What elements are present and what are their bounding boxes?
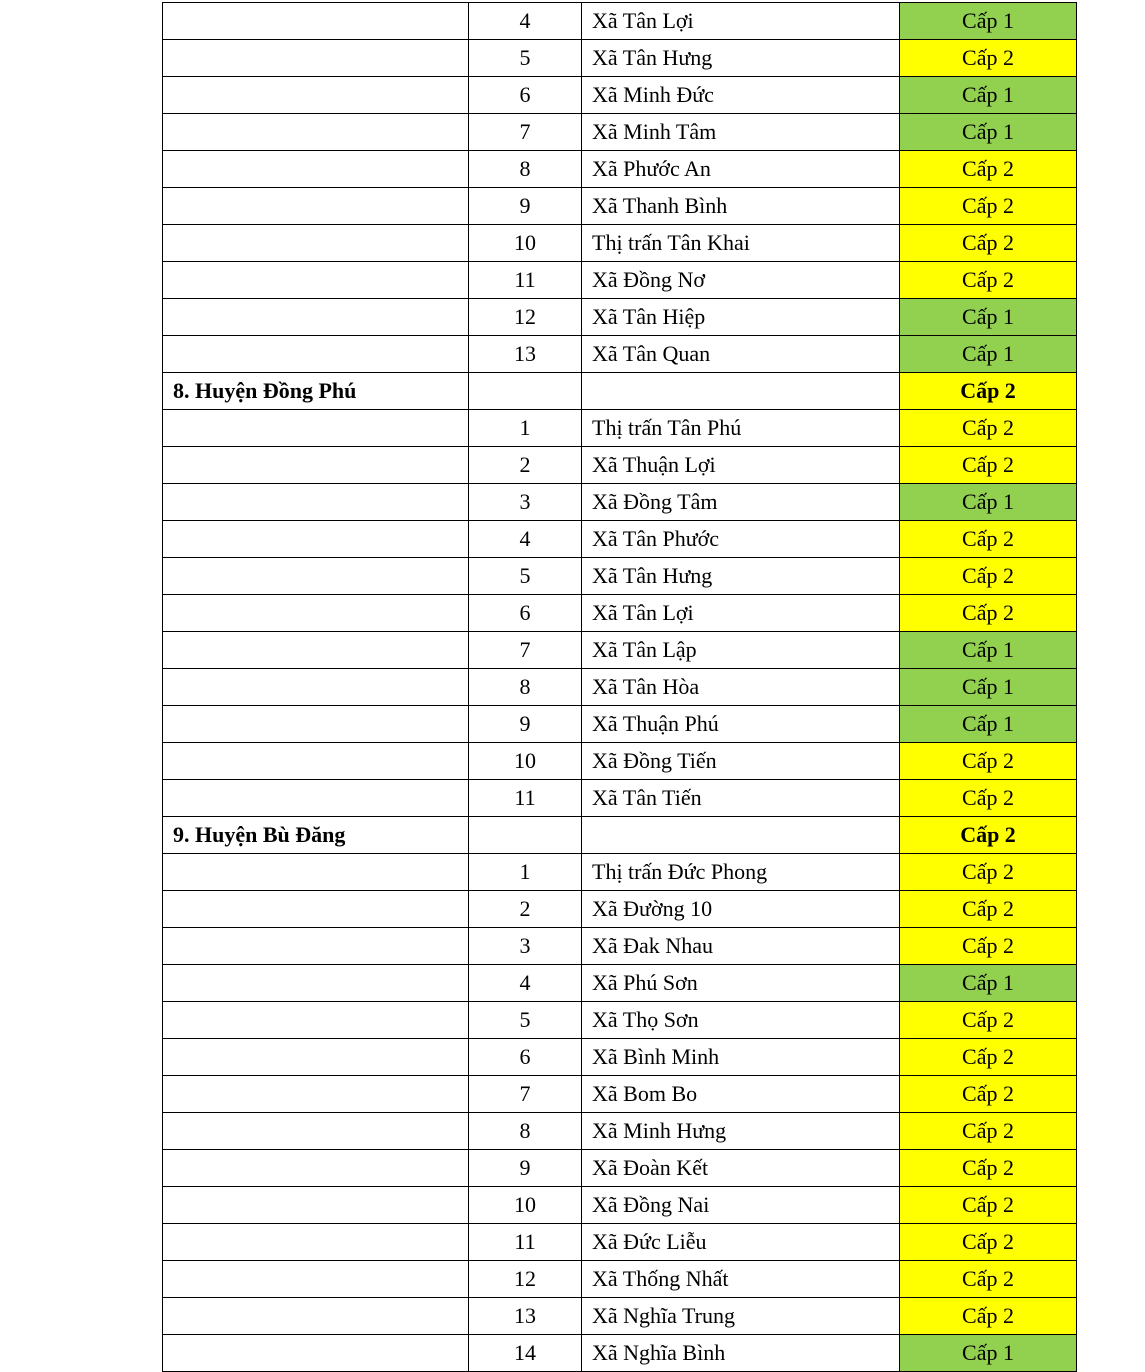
commune-name-cell: Xã Tân Tiến [582,780,900,817]
level-cell: Cấp 2 [900,1150,1077,1187]
number-cell: 2 [469,447,582,484]
table-row [163,1187,1077,1224]
district-cell [163,1150,469,1187]
table-row [163,891,1077,928]
level-cell: Cấp 2 [900,410,1077,447]
district-row [163,373,1077,410]
table-row [163,1150,1077,1187]
commune-name-cell: Xã Nghĩa Bình [582,1335,900,1372]
table-row [163,3,1077,40]
district-cell [163,1224,469,1261]
district-cell [163,1002,469,1039]
table-row [163,1298,1077,1335]
table-row [163,632,1077,669]
number-cell: 13 [469,336,582,373]
commune-name-cell: Xã Tân Lợi [582,3,900,40]
table-row [163,669,1077,706]
commune-name-cell: Xã Đường 10 [582,891,900,928]
district-cell [163,77,469,114]
district-cell [163,706,469,743]
district-cell [163,151,469,188]
commune-name-cell: Xã Nghĩa Trung [582,1298,900,1335]
number-cell: 9 [469,706,582,743]
commune-name-cell: Xã Tân Lập [582,632,900,669]
commune-name-cell: Xã Thống Nhất [582,1261,900,1298]
table-row [163,1039,1077,1076]
district-cell [163,40,469,77]
level-cell: Cấp 2 [900,817,1077,854]
table-row [163,151,1077,188]
commune-name-cell [582,817,900,854]
district-cell [163,521,469,558]
commune-name-cell: Xã Tân Hưng [582,558,900,595]
level-cell: Cấp 2 [900,891,1077,928]
table-row [163,40,1077,77]
commune-name-cell: Xã Minh Tâm [582,114,900,151]
number-cell: 9 [469,188,582,225]
district-cell [163,114,469,151]
number-cell: 11 [469,1224,582,1261]
number-cell: 7 [469,114,582,151]
table-row [163,262,1077,299]
level-cell: Cấp 2 [900,595,1077,632]
commune-name-cell: Thị trấn Tân Khai [582,225,900,262]
table-row [163,1002,1077,1039]
level-cell: Cấp 2 [900,1187,1077,1224]
district-cell [163,299,469,336]
level-cell: Cấp 1 [900,965,1077,1002]
number-cell: 2 [469,891,582,928]
number-cell: 5 [469,40,582,77]
commune-name-cell: Xã Tân Lợi [582,595,900,632]
level-cell: Cấp 2 [900,743,1077,780]
level-cell: Cấp 2 [900,225,1077,262]
district-cell [163,780,469,817]
level-cell: Cấp 2 [900,1039,1077,1076]
table-row [163,77,1077,114]
number-cell: 7 [469,632,582,669]
number-cell: 8 [469,669,582,706]
number-cell: 13 [469,1298,582,1335]
number-cell [469,817,582,854]
number-cell: 12 [469,299,582,336]
number-cell: 11 [469,262,582,299]
commune-name-cell: Xã Đồng Tâm [582,484,900,521]
commune-name-cell: Xã Tân Hưng [582,40,900,77]
table-row [163,225,1077,262]
commune-name-cell: Xã Tân Hiệp [582,299,900,336]
commune-name-cell: Xã Đức Liễu [582,1224,900,1261]
level-cell: Cấp 2 [900,1076,1077,1113]
commune-name-cell: Xã Minh Đức [582,77,900,114]
number-cell: 8 [469,1113,582,1150]
level-cell: Cấp 2 [900,151,1077,188]
district-cell [163,1113,469,1150]
table-row [163,188,1077,225]
table-row [163,743,1077,780]
commune-name-cell: Xã Thuận Phú [582,706,900,743]
table-row [163,706,1077,743]
level-cell: Cấp 2 [900,447,1077,484]
district-cell [163,743,469,780]
document-table-container [162,2,1055,1372]
district-cell [163,632,469,669]
commune-name-cell: Xã Đồng Nơ [582,262,900,299]
district-cell [163,891,469,928]
commune-name-cell: Xã Tân Hòa [582,669,900,706]
level-cell: Cấp 2 [900,928,1077,965]
district-cell [163,225,469,262]
commune-name-cell: Xã Bom Bo [582,1076,900,1113]
level-cell: Cấp 2 [900,1113,1077,1150]
district-row [163,817,1077,854]
table-row [163,780,1077,817]
level-cell: Cấp 1 [900,706,1077,743]
level-cell: Cấp 2 [900,1224,1077,1261]
table-row [163,1113,1077,1150]
commune-name-cell: Xã Đak Nhau [582,928,900,965]
table-row [163,299,1077,336]
district-cell [163,1039,469,1076]
level-cell: Cấp 2 [900,1002,1077,1039]
number-cell [469,373,582,410]
number-cell: 10 [469,225,582,262]
table-row [163,595,1077,632]
district-cell [163,558,469,595]
level-cell: Cấp 2 [900,188,1077,225]
level-cell: Cấp 2 [900,1298,1077,1335]
level-cell: Cấp 1 [900,632,1077,669]
table-row [163,114,1077,151]
district-cell [163,1261,469,1298]
number-cell: 6 [469,595,582,632]
level-cell: Cấp 2 [900,854,1077,891]
commune-name-cell: Xã Tân Phước [582,521,900,558]
number-cell: 6 [469,77,582,114]
number-cell: 3 [469,484,582,521]
level-cell: Cấp 1 [900,484,1077,521]
table-row [163,854,1077,891]
number-cell: 3 [469,928,582,965]
commune-name-cell: Xã Đoàn Kết [582,1150,900,1187]
district-cell [163,447,469,484]
table-row [163,558,1077,595]
level-cell: Cấp 1 [900,669,1077,706]
level-cell: Cấp 1 [900,114,1077,151]
level-cell: Cấp 2 [900,1261,1077,1298]
commune-name-cell: Xã Đồng Nai [582,1187,900,1224]
district-cell [163,484,469,521]
table-row [163,484,1077,521]
commune-name-cell: Thị trấn Đức Phong [582,854,900,891]
level-cell: Cấp 1 [900,3,1077,40]
number-cell: 4 [469,3,582,40]
number-cell: 14 [469,1335,582,1372]
commune-name-cell: Xã Bình Minh [582,1039,900,1076]
level-cell: Cấp 1 [900,299,1077,336]
level-cell: Cấp 2 [900,40,1077,77]
commune-name-cell: Xã Thuận Lợi [582,447,900,484]
level-cell: Cấp 2 [900,521,1077,558]
commune-name-cell: Xã Phước An [582,151,900,188]
number-cell: 6 [469,1039,582,1076]
number-cell: 11 [469,780,582,817]
number-cell: 1 [469,854,582,891]
level-cell: Cấp 1 [900,336,1077,373]
district-cell [163,595,469,632]
table-row [163,521,1077,558]
number-cell: 5 [469,558,582,595]
district-cell [163,1076,469,1113]
number-cell: 4 [469,521,582,558]
number-cell: 10 [469,743,582,780]
district-cell: 9. Huyện Bù Đăng [163,817,469,854]
number-cell: 1 [469,410,582,447]
district-cell [163,1298,469,1335]
district-cell [163,262,469,299]
commune-name-cell: Xã Thọ Sơn [582,1002,900,1039]
table-body [163,3,1077,1372]
district-cell [163,669,469,706]
commune-name-cell: Xã Thanh Bình [582,188,900,225]
table-row [163,965,1077,1002]
district-cell [163,3,469,40]
table-row [163,1076,1077,1113]
district-cell [163,928,469,965]
district-cell [163,410,469,447]
table-row [163,1261,1077,1298]
district-cell [163,854,469,891]
commune-name-cell: Xã Minh Hưng [582,1113,900,1150]
level-cell: Cấp 1 [900,77,1077,114]
level-cell: Cấp 2 [900,558,1077,595]
district-cell [163,1187,469,1224]
commune-name-cell: Xã Tân Quan [582,336,900,373]
number-cell: 5 [469,1002,582,1039]
level-cell: Cấp 1 [900,1335,1077,1372]
table-row [163,1224,1077,1261]
table-row [163,336,1077,373]
district-cell [163,965,469,1002]
district-cell: 8. Huyện Đồng Phú [163,373,469,410]
commune-name-cell: Thị trấn Tân Phú [582,410,900,447]
number-cell: 12 [469,1261,582,1298]
number-cell: 10 [469,1187,582,1224]
number-cell: 7 [469,1076,582,1113]
number-cell: 8 [469,151,582,188]
level-cell: Cấp 2 [900,373,1077,410]
district-cell [163,336,469,373]
table-row [163,928,1077,965]
commune-name-cell: Xã Đồng Tiến [582,743,900,780]
commune-name-cell: Xã Phú Sơn [582,965,900,1002]
table-row [163,447,1077,484]
commune-level-table [162,2,1077,1372]
level-cell: Cấp 2 [900,262,1077,299]
district-cell [163,188,469,225]
number-cell: 4 [469,965,582,1002]
number-cell: 9 [469,1150,582,1187]
level-cell: Cấp 2 [900,780,1077,817]
table-row [163,410,1077,447]
commune-name-cell [582,373,900,410]
